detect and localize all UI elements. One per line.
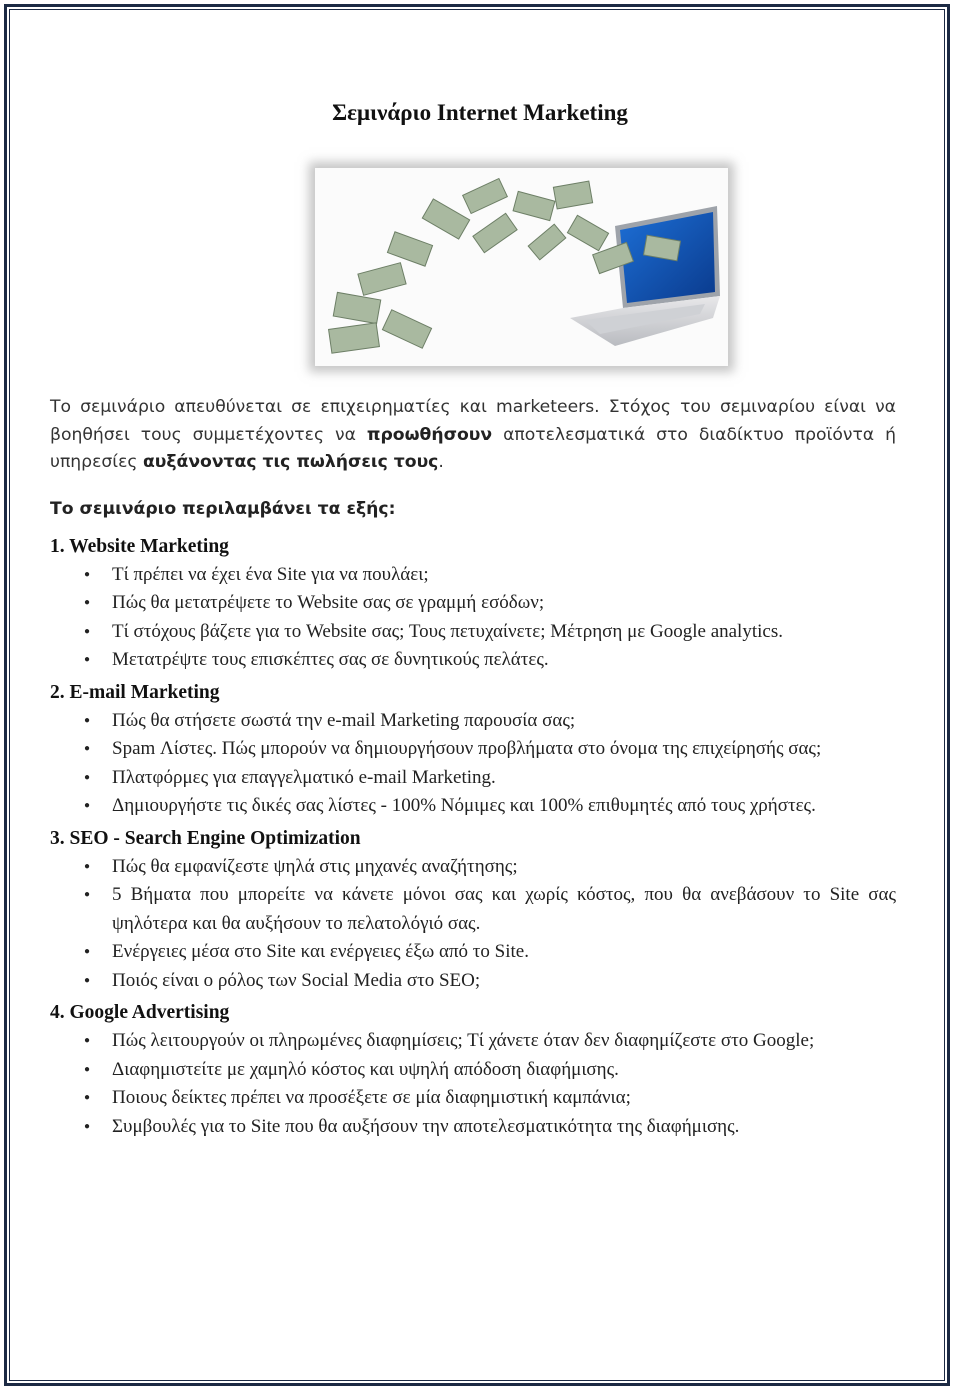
section-seo: [50, 825, 896, 996]
intro-text: .: [438, 452, 444, 472]
list-item: ● Ποιός είναι ο ρόλος των Social Media στο SEO;: [50, 967, 896, 996]
section-title: 2. E-mail Marketing: [50, 681, 220, 703]
intro-bold-promote: προωθήσουν: [366, 424, 493, 445]
page-title: Σεμινάριο Internet Marketing: [332, 100, 628, 125]
list-item: ● Συμβουλές για το Site που θα αυξήσουν την αποτελεσματικότητα της διαφήμισης.: [50, 1113, 896, 1142]
list-item: ● Πώς θα εμφανίζεστε ψηλά στις μηχανές αναζήτησης;: [50, 853, 896, 882]
money-laptop-image: [315, 168, 728, 366]
intro-text: αποτελεσματικά στο διαδίκτυο προϊόντα ή υπηρεσίες: [50, 424, 896, 472]
money-laptop-illustration: [315, 168, 728, 366]
list-item: ● Διαφημιστείτε με χαμηλό κόστος και υψηλή απόδοση διαφήμισης.: [50, 1056, 896, 1085]
section-google-advertising: [50, 999, 896, 1141]
list-item: ● Τί πρέπει να έχει ένα Site για να πουλάει;: [50, 561, 896, 590]
section-title: 1. Website Marketing: [50, 535, 229, 557]
document-body: [50, 394, 896, 1145]
list-item: ● 5 Βήματα που μπορείτε να κάνετε μόνοι σας και χωρίς κόστος, που θα ανεβάσουν το Site σας ψηλότερα και θα αυξήσουν το πελατολόγιό σας.: [50, 881, 896, 938]
list-item: ● Πλατφόρμες για επαγγελματικό e-mail Marketing.: [50, 764, 896, 793]
list-item: ● Μετατρέψτε τους επισκέπτες σας σε δυνητικούς πελάτες.: [50, 646, 896, 675]
list-item: ● Spam Λίστες. Πώς μπορούν να δημιουργήσουν προβλήματα στο όνομα της επιχείρησής σας;: [50, 735, 896, 764]
intro-paragraph: [50, 394, 896, 477]
section-title: 3. SEO - Search Engine Optimization: [50, 827, 361, 849]
section-email-marketing: [50, 679, 896, 821]
list-item: ● Τί στόχους βάζετε για το Website σας; Τους πετυχαίνετε; Μέτρηση με Google analytics.: [50, 618, 896, 647]
bullet-list: [50, 1027, 896, 1141]
list-item: ● Ποιους δείκτες πρέπει να προσέξετε σε μία διαφημιστική καμπάνια;: [50, 1084, 896, 1113]
bullet-list: [50, 561, 896, 675]
list-item: ● Ενέργειες μέσα στο Site και ενέργειες έξω από το Site.: [50, 938, 896, 967]
bullet-list: [50, 853, 896, 996]
section-title: 4. Google Advertising: [50, 1002, 230, 1023]
list-item: ● Πώς θα στήσετε σωστά την e-mail Marketing παρουσία σας;: [50, 707, 896, 736]
intro-text: Το σεμινάριο απευθύνεται σε επιχειρηματίες και marketeers. Στόχος του σεμιναρίου είναι να βοηθήσει τους συμμετέχοντες να: [50, 397, 896, 445]
includes-heading: Το σεμινάριο περιλαμβάνει τα εξής:: [50, 498, 396, 519]
list-item: ● Πώς λειτουργούν οι πληρωμένες διαφημίσεις; Τί χάνετε όταν δεν διαφημίζεστε στο Google;: [50, 1027, 896, 1056]
list-item: ● Δημιουργήστε τις δικές σας λίστες - 100% Νόμιμες και 100% επιθυμητές από τους χρήστες.: [50, 792, 896, 821]
section-website-marketing: [50, 533, 896, 675]
bullet-list: [50, 707, 896, 821]
list-item: ● Πώς θα μετατρέψετε το Website σας σε γραμμή εσόδων;: [50, 589, 896, 618]
intro-bold-sales: αυξάνοντας τις πωλήσεις τους: [142, 452, 439, 472]
